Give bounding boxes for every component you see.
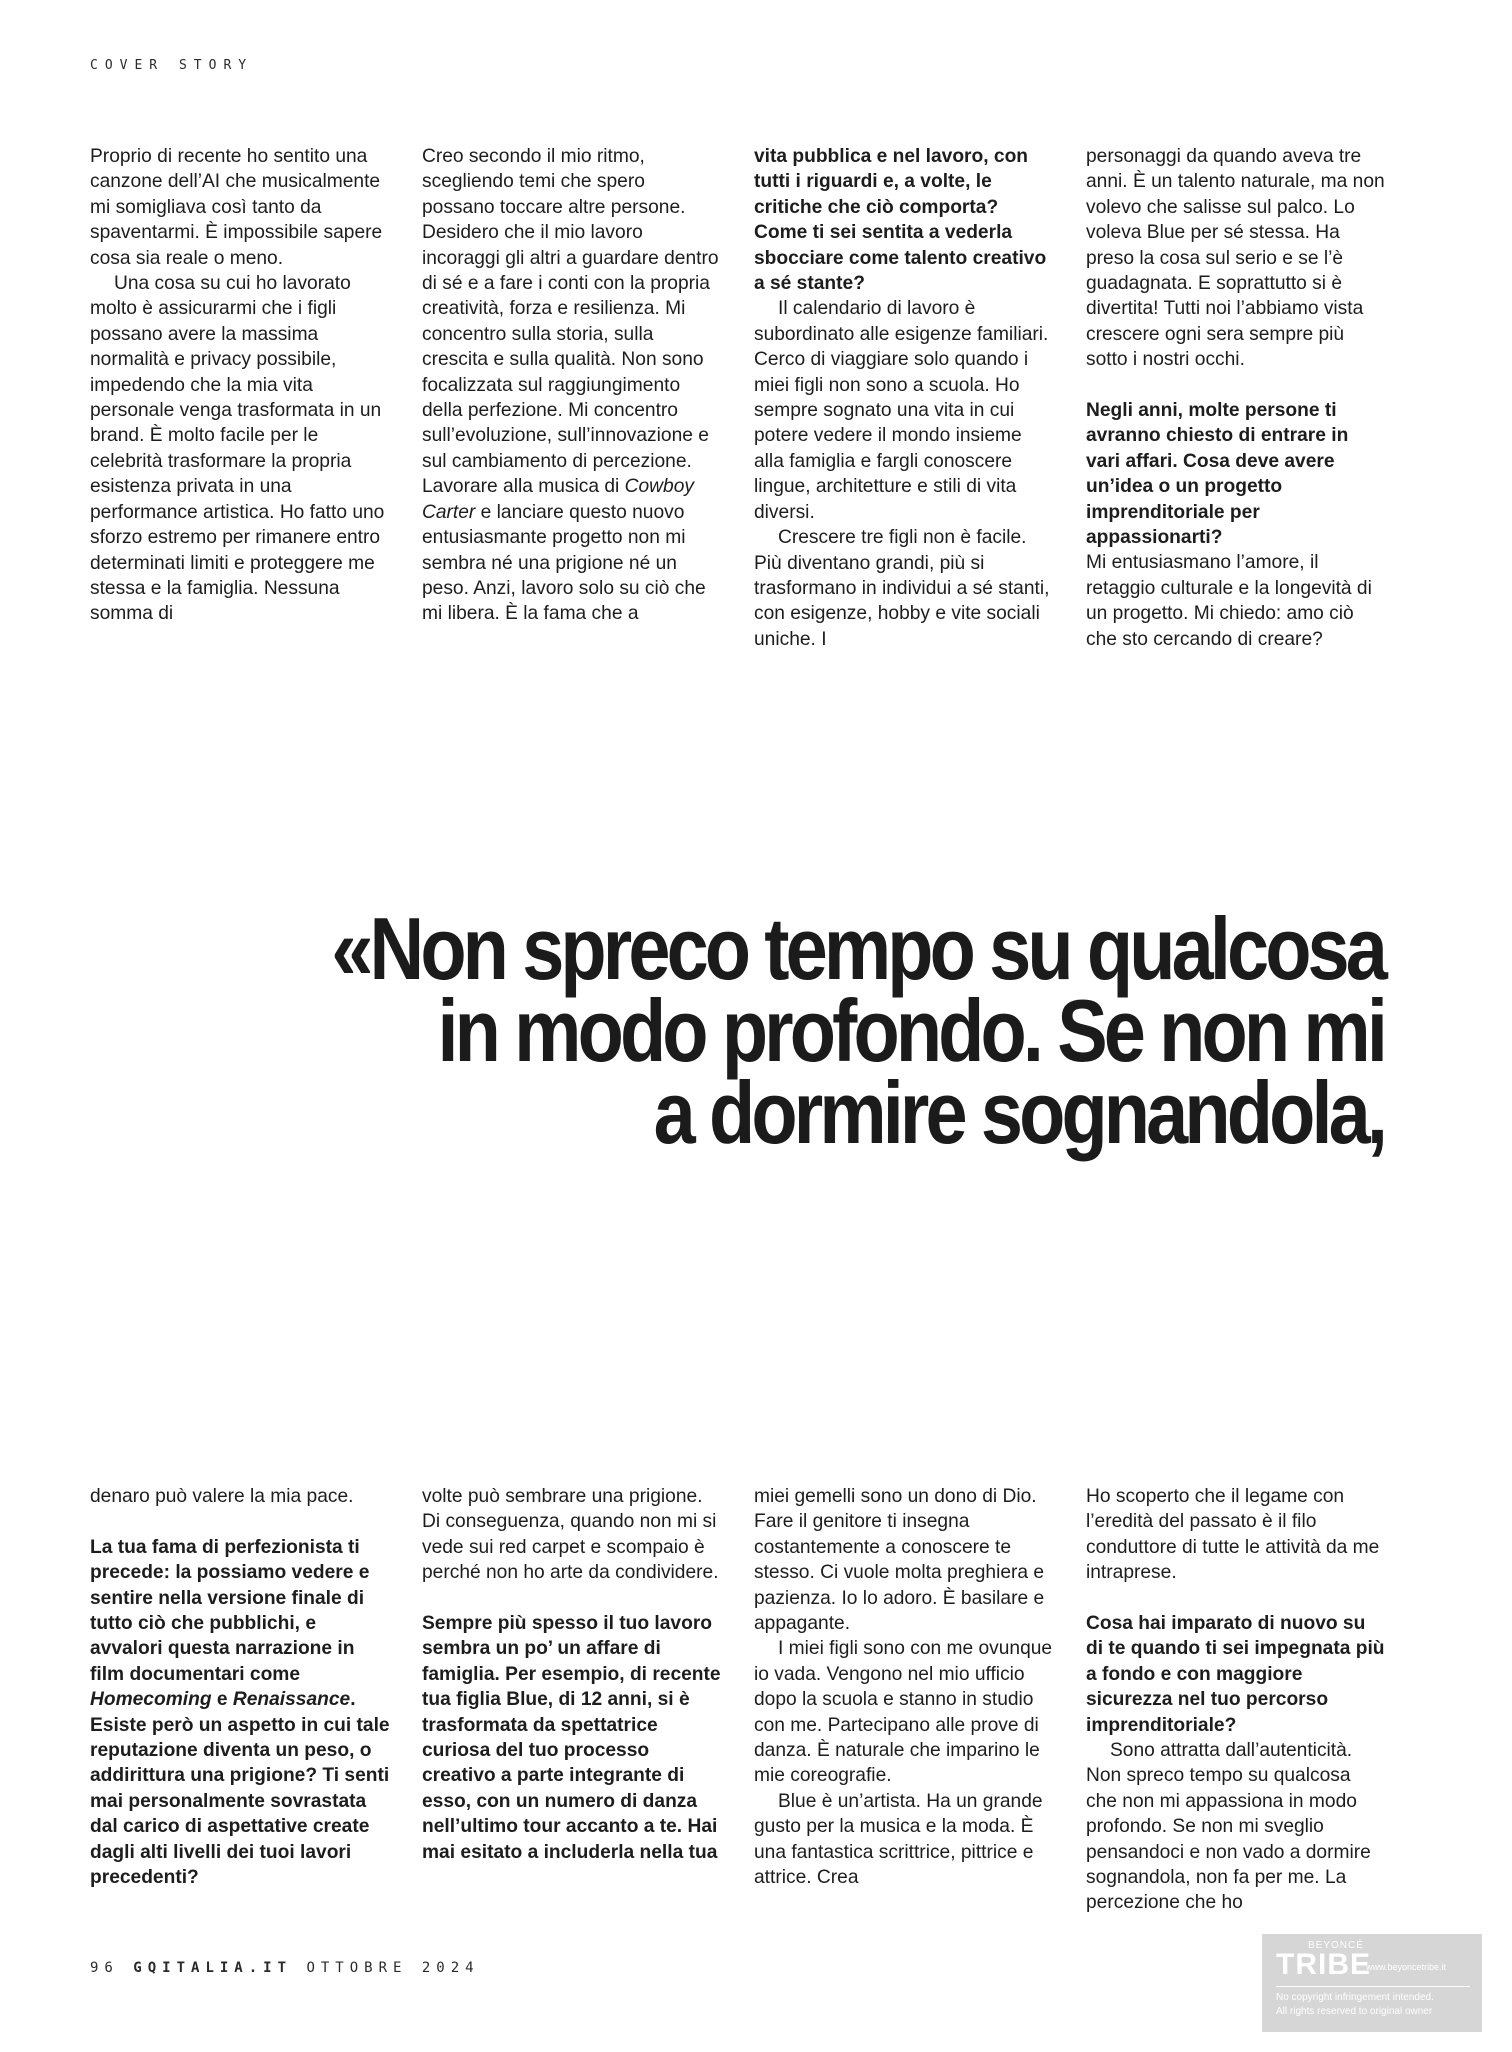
article-column-1-bottom bbox=[90, 1484, 390, 1890]
interview-question bbox=[90, 1535, 390, 1891]
paragraph: I miei figli sono con me ovunque io vada. Vengono nel mio ufficio dopo la scuola e stanno in studio con me. Partecipano alle prove di danza. È naturale che imparino le mie coreografie. bbox=[754, 1638, 1053, 1787]
paragraph: Mi entusiasmano l’amore, il retaggio culturale e la longevità di un progetto. Mi chiedo: amo ciò che sto cercando di creare? bbox=[1086, 552, 1372, 650]
film-title: Renaissance bbox=[232, 1689, 351, 1711]
text-run: . Esiste però un aspetto in cui tale reputazione diventa un peso, o addirittura una prigione? Ti senti mai personalmente sovrastata dal carico di aspettative create dagli alti livelli dei tuoi lavori precedenti? bbox=[90, 1689, 390, 1889]
page-footer bbox=[90, 1960, 480, 1976]
interview-question: Cosa hai imparato di nuovo su di te quando ti sei impegnata più a fondo e con maggiore sicurezza nel tuo percorso imprenditoriale? bbox=[1086, 1613, 1385, 1736]
article-column-3-bottom bbox=[754, 1484, 1054, 1891]
paragraph: Crescere tre figli non è facile. Più diventano grandi, più si trasformano in individui a sé stanti, con esigenze, hobby e vite sociali uniche. I bbox=[754, 527, 1050, 650]
paragraph bbox=[422, 144, 722, 627]
watermark-note: All rights reserved to original owner bbox=[1276, 2006, 1433, 2017]
article-column-2-bottom bbox=[422, 1484, 722, 1865]
paragraph: personaggi da quando aveva tre anni. È un talento naturale, ma non volevo che salisse sul palco. Lo voleva Blue per sé stessa. Ha preso la cosa sul serio e se l’è guadagnata. E soprattutto si è divertita! Tutti noi l’abbiamo vista crescere ogni sera sempre più sotto i nostri occhi. bbox=[1086, 146, 1385, 371]
article-column-2-top bbox=[422, 144, 722, 627]
film-title: Homecoming bbox=[90, 1689, 212, 1711]
paragraph: Il calendario di lavoro è subordinato alle esigenze familiari. Cerco di viaggiare solo quando i miei figli non sono a scuola. Ho sempre sognato una vita in cui potere vedere il mondo insieme alla famiglia e fargli conoscere lingue, architetture e stili di vita diversi. bbox=[754, 298, 1049, 523]
album-title: Cowboy Carter bbox=[422, 476, 694, 523]
paragraph: Sono attratta dall’autenticità. Non spreco tempo su qualcosa che non mi appassiona in modo profondo. Se non mi sveglio pensandoci e non vado a dormire sognandola, non fa per me. La percezione che ho bbox=[1086, 1740, 1371, 1914]
paragraph: denaro può valere la mia pace. bbox=[90, 1486, 354, 1507]
article-column-4-top bbox=[1086, 144, 1386, 652]
section-label: COVER STORY bbox=[90, 58, 254, 73]
pull-quote-line: a dormire sognandola, bbox=[653, 1063, 1384, 1162]
interview-question: Sempre più spesso il tuo lavoro sembra un po’ un affare di famiglia. Per esempio, di recente tua figlia Blue, di 12 anni, si è trasformata da spettatrice curiosa del tuo processo creativo a parte integrante di esso, con un numero di danza nell’ultimo tour accanto a te. Hai mai esitato a includerla nella tua bbox=[422, 1613, 721, 1863]
text-run: e lanciare questo nuovo entusiasmante progetto non mi sembra né una prigione né un peso. Anzi, lavoro solo su ciò che mi libera. È la fama che a bbox=[422, 501, 706, 625]
issue-date: OTTOBRE 2024 bbox=[306, 1960, 480, 1976]
text-run: e bbox=[211, 1689, 233, 1711]
watermark-top: BEYONCÉ bbox=[1308, 1940, 1364, 1951]
pull-quote-line: in modo profondo. Se non mi bbox=[437, 981, 1384, 1080]
site-name: GQITALIA.IT bbox=[133, 1960, 293, 1976]
watermark-name: TRIBE bbox=[1276, 1948, 1371, 1981]
watermark-logo bbox=[1262, 1934, 1482, 2032]
paragraph: Una cosa su cui ho lavorato molto è assicurarmi che i figli possano avere la massima normalità e privacy possibile, impedendo che la mia vita personale venga trasformata in un brand. È molto facile per le celebrità trasformare la propria esistenza privata in una performance artistica. Ho fatto uno sforzo estremo per rimanere entro determinati limiti e proteggere me stessa e la famiglia. Nessuna somma di bbox=[90, 273, 385, 625]
page-number: 96 bbox=[90, 1960, 119, 1976]
interview-question: Negli anni, molte persone ti avranno chiesto di entrare in vari affari. Cosa deve avere un’idea o un progetto imprenditoriale per appassionarti? bbox=[1086, 400, 1349, 549]
article-column-3-top bbox=[754, 144, 1054, 652]
text-run: La tua fama di perfezionista ti precede: la possiamo vedere e sentire nella versione finale di tutto ciò che pubblichi, e avvalori questa narrazione in film documentari come bbox=[90, 1536, 370, 1685]
watermark-divider bbox=[1276, 1986, 1470, 1987]
pull-quote-line: «Non spreco tempo su qualcosa bbox=[331, 899, 1384, 998]
article-column-4-bottom bbox=[1086, 1484, 1386, 1916]
paragraph: Blue è un’artista. Ha un grande gusto per la musica e la moda. È una fantastica scrittrice, pittrice e attrice. Crea bbox=[754, 1790, 1043, 1889]
watermark-note: No copyright infringement intended. bbox=[1276, 1992, 1434, 2003]
watermark-url: www.beyoncetribe.it bbox=[1366, 1962, 1447, 1972]
paragraph: volte può sembrare una prigione. Di conseguenza, quando non mi si vede sui red carpet e scompaio è perché non ho arte da condividere. bbox=[422, 1486, 719, 1584]
paragraph: Ho scoperto che il legame con l’eredità del passato è il filo conduttore di tutte le attività da me intraprese. bbox=[1086, 1486, 1380, 1584]
paragraph: miei gemelli sono un dono di Dio. Fare il genitore ti insegna costantemente a conoscere te stesso. Ci vuole molta preghiera e pazienza. Io lo adoro. È basilare e appagante. bbox=[754, 1486, 1045, 1635]
pull-quote bbox=[266, 899, 1384, 1162]
text-run: Creo secondo il mio ritmo, scegliendo temi che spero possano toccare altre persone. Desidero che il mio lavoro incoraggi gli altri a guardare dentro di sé e a fare i conti con la propria creatività, forza e resilienza. Mi concentro sulla storia, sulla crescita e sulla qualità. Non sono focalizzata sul raggiungimento della perfezione. Mi concentro sull’evoluzione, sull’innovazione e sul cambiamento di percezione. Lavorare alla musica di bbox=[422, 146, 719, 498]
article-column-1-top bbox=[90, 144, 390, 627]
paragraph: Proprio di recente ho sentito una canzone dell’AI che musicalmente mi somigliava così tanto da spaventarmi. È impossibile sapere cosa sia reale o meno. bbox=[90, 146, 383, 269]
interview-question: vita pubblica e nel lavoro, con tutti i riguardi e, a volte, le critiche che ciò comporta? Come ti sei sentita a vederla sbocciare come talento creativo a sé stante? bbox=[754, 146, 1047, 295]
